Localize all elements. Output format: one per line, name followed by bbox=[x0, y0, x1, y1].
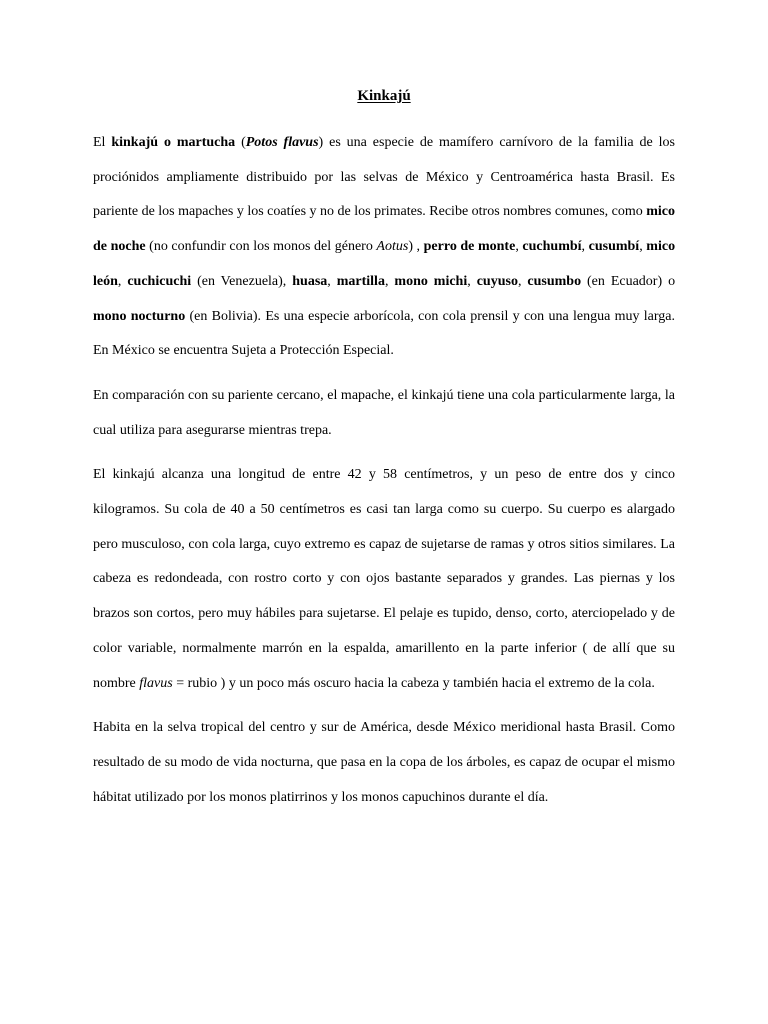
text-run: El kinkajú alcanza una longitud de entre 42 y 58 centímetros, y un peso de entre dos y cinco kilogramos. Su cola de 40 a 50 centímetros es casi tan larga como su cuerpo. Su cuerpo es alargado pero musculoso, con cola larga, cuyo extremo es capaz de sujetarse de ramas y otros sitios similares. La cabeza es redondeada, con rostro corto y con ojos bastante separados y grandes. Las piernas y los brazos son cortos, pero muy hábiles para sujetarse. El pelaje es tupido, denso, corto, aterciopelado y de color variable, normalmente marrón en la espalda, amarillento en la parte inferior ( de allí que su nombre bbox=[93, 467, 675, 691]
document-title: Kinkajú bbox=[357, 88, 411, 104]
emphasis-text: mono nocturno bbox=[93, 308, 186, 324]
paragraph-3 bbox=[93, 458, 675, 701]
text-run: , bbox=[467, 273, 477, 289]
emphasis-text: flavus bbox=[139, 675, 173, 691]
text-run: , bbox=[581, 239, 589, 255]
text-run: El bbox=[93, 135, 112, 150]
paragraph-1 bbox=[93, 126, 675, 369]
text-run: ) es una especie de mamífero carnívoro de la familia de los prociónidos ampliamente distribuido por las selvas de México y Centroamérica hasta Brasil. Es pariente de los mapaches y los coatíes y no de los primates. Recibe otros nombres comunes, como bbox=[93, 135, 675, 220]
text-run: (no confundir con los monos del género bbox=[145, 239, 377, 255]
text-run: , bbox=[117, 273, 128, 289]
emphasis-text: Potos flavus bbox=[245, 135, 319, 150]
emphasis-text: mico de noche bbox=[93, 204, 676, 255]
text-run: (en Ecuador) o bbox=[581, 273, 676, 289]
emphasis-text: cuchicuchi bbox=[127, 273, 192, 289]
document-body bbox=[93, 126, 675, 815]
text-run: ) , bbox=[408, 239, 424, 255]
text-run: (en Venezuela), bbox=[191, 273, 293, 289]
text-run: , bbox=[517, 273, 528, 289]
emphasis-text: huasa bbox=[292, 273, 328, 289]
emphasis-text: mico león bbox=[93, 239, 676, 289]
text-run: , bbox=[384, 273, 395, 289]
emphasis-text: Aotus bbox=[376, 239, 409, 255]
text-run: En comparación con su pariente cercano, el mapache, el kinkajú tiene una cola particularmente larga, la cual utiliza para asegurarse mientras trepa. bbox=[93, 387, 675, 438]
paragraph-4 bbox=[93, 711, 675, 815]
emphasis-text: cuyuso bbox=[476, 273, 518, 289]
paragraph-2 bbox=[93, 379, 675, 448]
text-run: Habita en la selva tropical del centro y sur de América, desde México meridional hasta Brasil. Como resultado de su modo de vida nocturna, que pasa en la copa de los árboles, es capaz de ocupar el mismo hábitat utilizado por los monos platirrinos y los monos capuchinos durante el día. bbox=[93, 720, 675, 805]
emphasis-text: cusumbo bbox=[527, 273, 582, 289]
emphasis-text: kinkajú o martucha bbox=[111, 135, 236, 150]
emphasis-text: mono michi bbox=[394, 273, 468, 289]
text-run: ( bbox=[235, 135, 246, 150]
text-run: = rubio ) y un poco más oscuro hacia la cabeza y también hacia el extremo de la cola. bbox=[172, 675, 655, 691]
emphasis-text: cuchumbí bbox=[522, 239, 582, 255]
text-run: , bbox=[639, 239, 647, 255]
text-run: , bbox=[515, 239, 523, 255]
emphasis-text: martilla bbox=[336, 273, 385, 289]
text-run: , bbox=[327, 273, 337, 289]
emphasis-text: perro de monte bbox=[423, 239, 516, 255]
text-run: (en Bolivia). Es una especie arborícola, con cola prensil y con una lengua muy larga. En México se encuentra Sujeta a Protección Especial. bbox=[93, 308, 675, 359]
emphasis-text: cusumbí bbox=[588, 239, 640, 255]
